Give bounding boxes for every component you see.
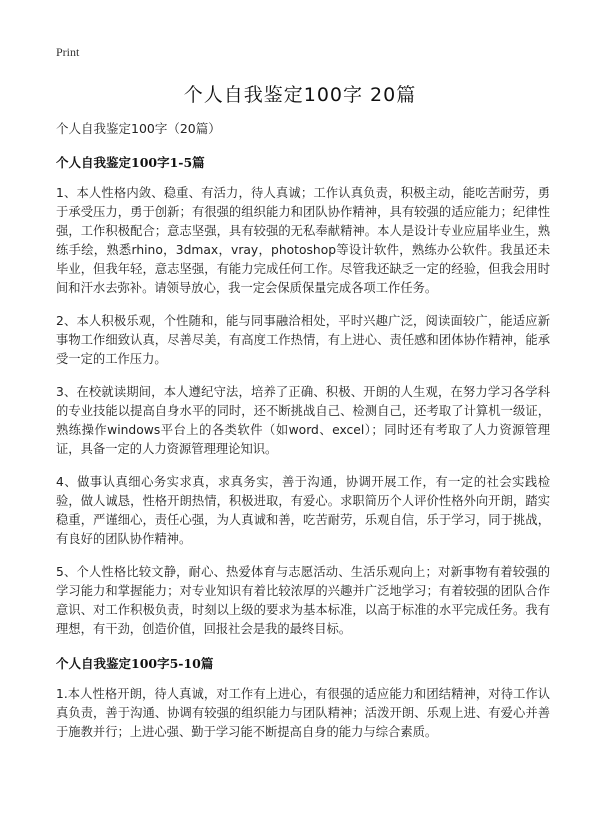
paragraph: 4、做事认真细心务实求真，求真务实，善于沟通，协调开展工作，有一定的社会实践检验，做人诚恳，性格开朗热情，积极进取，有爱心。求职简历个人评价性格外向开朗，踏实稳重，严谨细心，责任心强，为人真诚和善，吃苦耐劳，乐观自信，乐于学习，同于挑战，有良好的团队协作精神。	[56, 475, 550, 546]
document-subtitle: 个人自我鉴定100字（20篇）	[56, 121, 221, 136]
paragraph: 3、在校就读期间，本人遵纪守法，培养了正确、积极、开朗的人生观，在努力学习各学科的专业技能以提高自身水平的同时，还不断挑战自己、检测自己，还考取了计算机一级证，熟练操作windows平台上的各类软件（如word、excel）；同时还有考取了人力资源管理证，具备一定的人力资源管理理论知识。	[56, 385, 550, 456]
paragraph: 5、个人性格比较文静，耐心、热爱体育与志愿活动、生活乐观向上；对新事物有着较强的学习能力和掌握能力；对专业知识有着比较浓厚的兴趣并广泛地学习；有着较强的团队合作意识、对工作积极负责，时刻以上级的要求为基本标准，以高于标准的水平完成任务。我有理想，有干劲，创造价值，回报社会是我的最终目标。	[56, 565, 550, 636]
print-link[interactable]: Print	[56, 45, 80, 59]
section-heading-5-10: 个人自我鉴定100字5-10篇	[56, 656, 214, 671]
paragraph: 2、本人积极乐观，个性随和，能与同事融洽相处，平时兴趣广泛，阅读面较广，能适应新事物工作细致认真，尽善尽美，有高度工作热情，有上进心、责任感和团体协作精神，能承受一定的工作压力。	[56, 314, 550, 366]
document-content	[56, 120, 550, 756]
paragraph: 1.本人性格开朗，待人真诚，对工作有上进心，有很强的适应能力和团结精神，对待工作认真负责，善于沟通、协调有较强的组织能力与团队精神；活泼开朗、乐观上进、有爱心并善于施教并行；上进心强、勤于学习能不断提高自身的能力与综合素质。	[56, 687, 550, 739]
document-title: 个人自我鉴定100字 20篇	[183, 84, 417, 106]
paragraph: 1、本人性格内敛、稳重、有活力，待人真诚；工作认真负责，积极主动，能吃苦耐劳，勇于承受压力，勇于创新；有很强的组织能力和团队协作精神，具有较强的适应能力；纪律性强，工作积极配合；意志坚强，具有较强的无私奉献精神。本人是设计专业应届毕业生，熟练手绘，熟悉rhino，3dmax，vray，photoshop等设计软件，熟练办公软件。我虽还未毕业，但我年轻，意志坚强，有能力完成任何工作。尽管我还缺乏一定的经验，但我会用时间和汗水去弥补。请领导放心，我一定会保质保量完成各项工作任务。	[56, 186, 550, 295]
section-heading-1-5: 个人自我鉴定100字1-5篇	[56, 155, 205, 170]
